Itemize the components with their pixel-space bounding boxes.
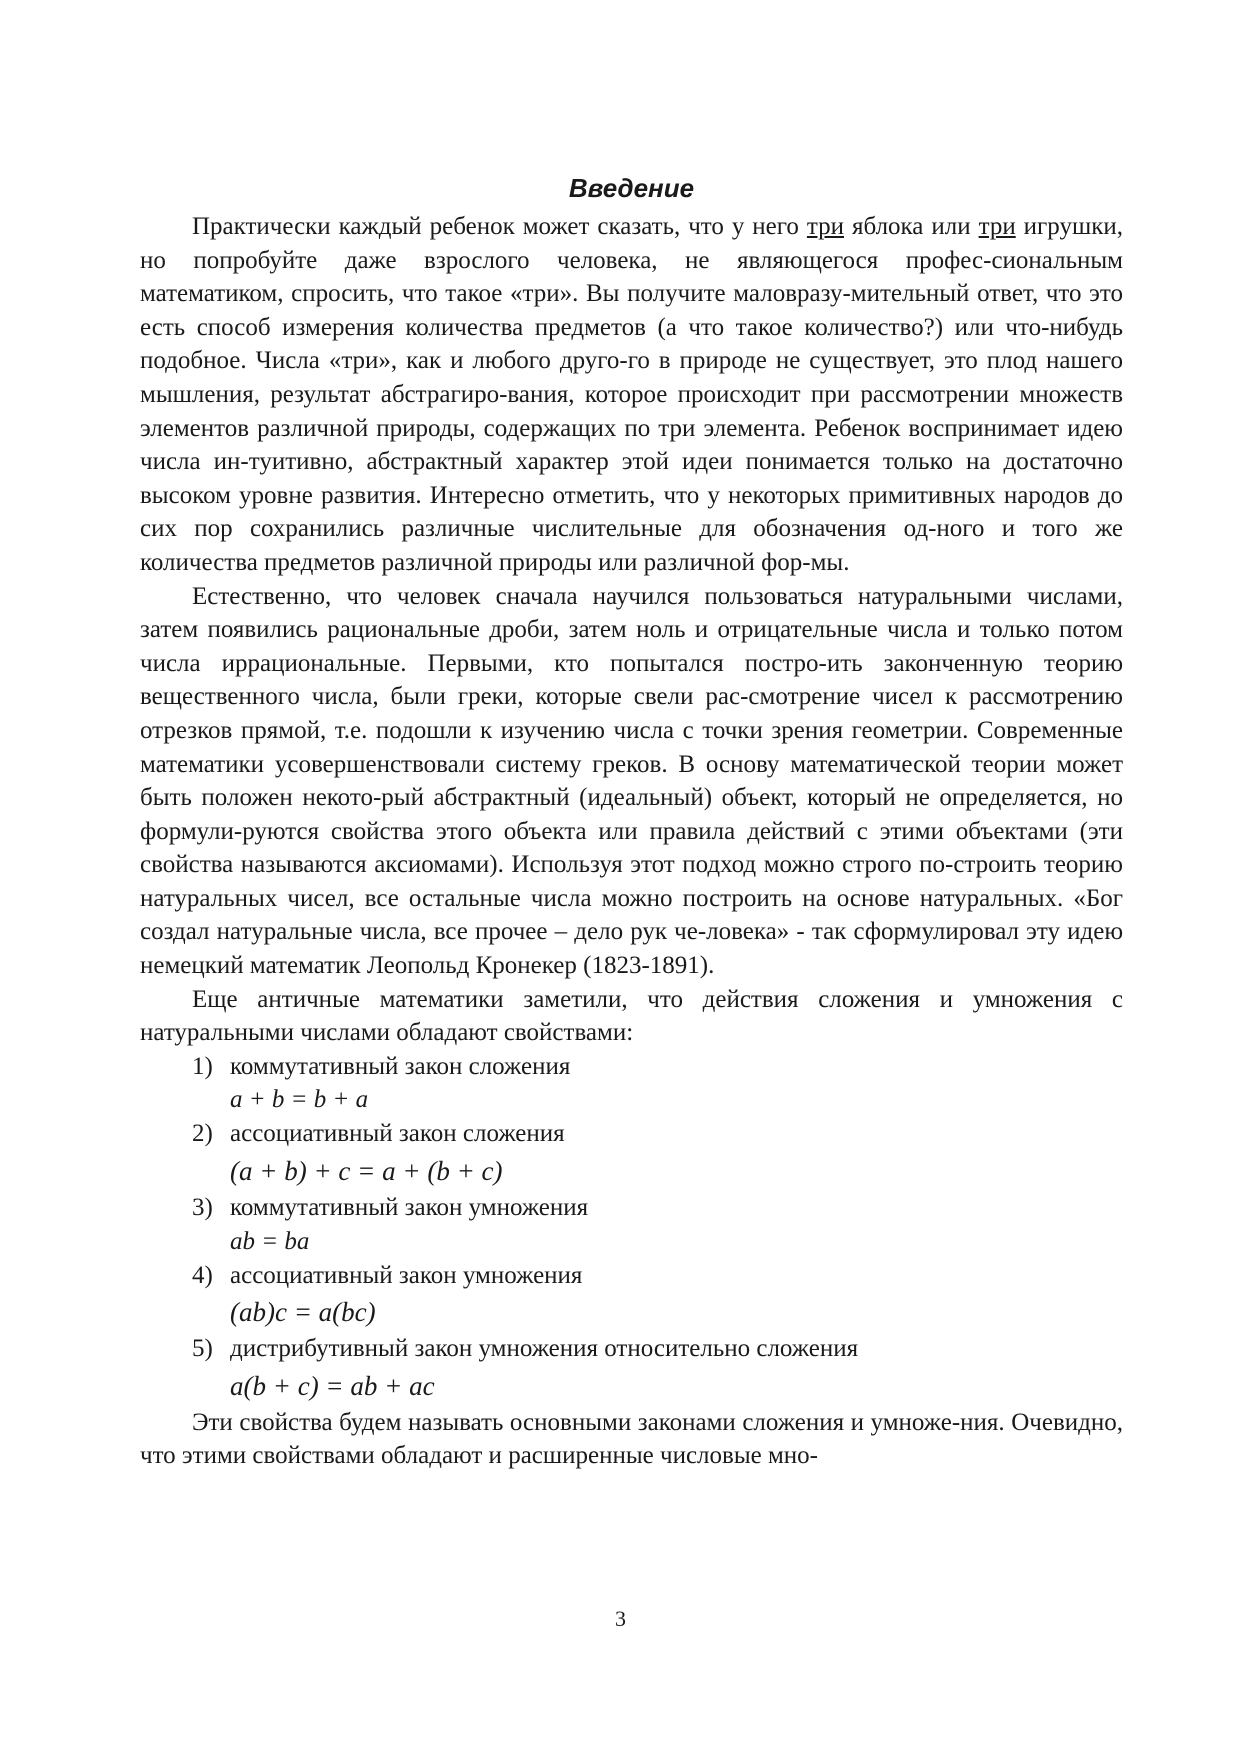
law-heading	[192, 1117, 1123, 1151]
law-formula: (ab)c = a(bc)	[230, 1297, 376, 1328]
law-name: ассоциативный закон сложения	[230, 1120, 565, 1148]
page-title: Введение	[568, 173, 695, 203]
paragraph-1-text-b: яблока или	[844, 213, 979, 240]
paragraph-1-text-c: игрушки, но попробуйте даже взрослого человека, не являющегося профес-сиональным математиком, спросить, что такое «три». Вы получите маловразу-мительный ответ, что это есть способ измерения количества предметов (а что такое количество?) или что-нибудь подобное. Числа «три», как и любого друго-го в природе не существует, это плод нашего мышления, результат абстрагиро-вания, которое происходит при рассмотрении множеств элементов различной природы, содержащих по три элемента. Ребенок воспринимает идею числа ин-туитивно, абстрактный характер этой идеи понимается только на достаточно высоком уровне развития. Интересно отметить, что у некоторых примитивных народов до сих пор сохранились различные числительные для обозначения од-ного и того же количества предметов различной природы или различной фор-мы.	[140, 213, 1124, 576]
law-heading	[192, 1332, 1123, 1366]
law-formula: (a + b) + c = a + (b + c)	[230, 1156, 503, 1187]
law-item	[192, 1259, 1123, 1333]
paragraph-1-text-a: Практически каждый ребенок может сказать, что у него	[192, 213, 807, 240]
underlined-word: три	[806, 213, 844, 240]
law-item	[192, 1050, 1123, 1118]
law-formula: a + b = b + a	[230, 1086, 369, 1114]
law-number: 2)	[192, 1120, 213, 1148]
law-number: 5)	[192, 1335, 213, 1363]
law-name: ассоциативный закон умножения	[230, 1261, 583, 1289]
law-item	[192, 1332, 1123, 1406]
paragraph-4: Эти свойства будем называть основными законами сложения и умноже-ния. Очевидно, что этими свойствами обладают и расширенные числовые мно-	[140, 1408, 1123, 1470]
law-number: 4)	[192, 1261, 213, 1289]
law-heading	[192, 1191, 1123, 1225]
law-item	[192, 1117, 1123, 1191]
page-number: 3	[615, 1606, 626, 1631]
law-name: дистрибутивный закон умножения относительно сложения	[230, 1335, 859, 1363]
law-number: 1)	[192, 1052, 213, 1080]
page-content	[140, 170, 1123, 1473]
paragraph-2: Естественно, что человек сначала научился пользоваться натуральными числами, затем появились рациональные дроби, затем ноль и отрицательные числа и только потом числа иррациональные. Первыми, кто попытался постро-ить законченную теорию вещественного числа, были греки, которые свели рас-смотрение чисел к рассмотрению отрезков прямой, т.е. подошли к изучению числа с точки зрения геометрии. Современные математики усовершенствовали систему греков. В основу математической теории может быть положен некото-рый абстрактный (идеальный) объект, который не определяется, но формули-руются свойства этого объекта или правила действий с этими объектами (эти свойства называются аксиомами). Используя этот подход можно строго по-строить теорию натуральных чисел, все остальные числа можно построить на основе натуральных. «Бог создал натуральные числа, все прочее – дело рук че-ловека» - так сформулировал эту идею немецкий математик Леопольд Кронекер (1823-1891).	[140, 582, 1123, 980]
law-name: коммутативный закон умножения	[230, 1194, 589, 1222]
law-formula: ab = ba	[230, 1227, 310, 1255]
law-heading	[192, 1050, 1123, 1084]
law-number: 3)	[192, 1194, 213, 1222]
law-formula: a(b + c) = ab + ac	[230, 1370, 435, 1401]
law-name: коммутативный закон сложения	[230, 1052, 571, 1080]
laws-list	[140, 1050, 1123, 1406]
paragraph-1	[140, 210, 1123, 580]
law-item	[192, 1191, 1123, 1259]
law-heading	[192, 1259, 1123, 1293]
underlined-word: три	[978, 213, 1016, 240]
paragraph-3: Еще античные математики заметили, что действия сложения и умножения с натуральными числами обладают свойствами:	[140, 985, 1123, 1047]
